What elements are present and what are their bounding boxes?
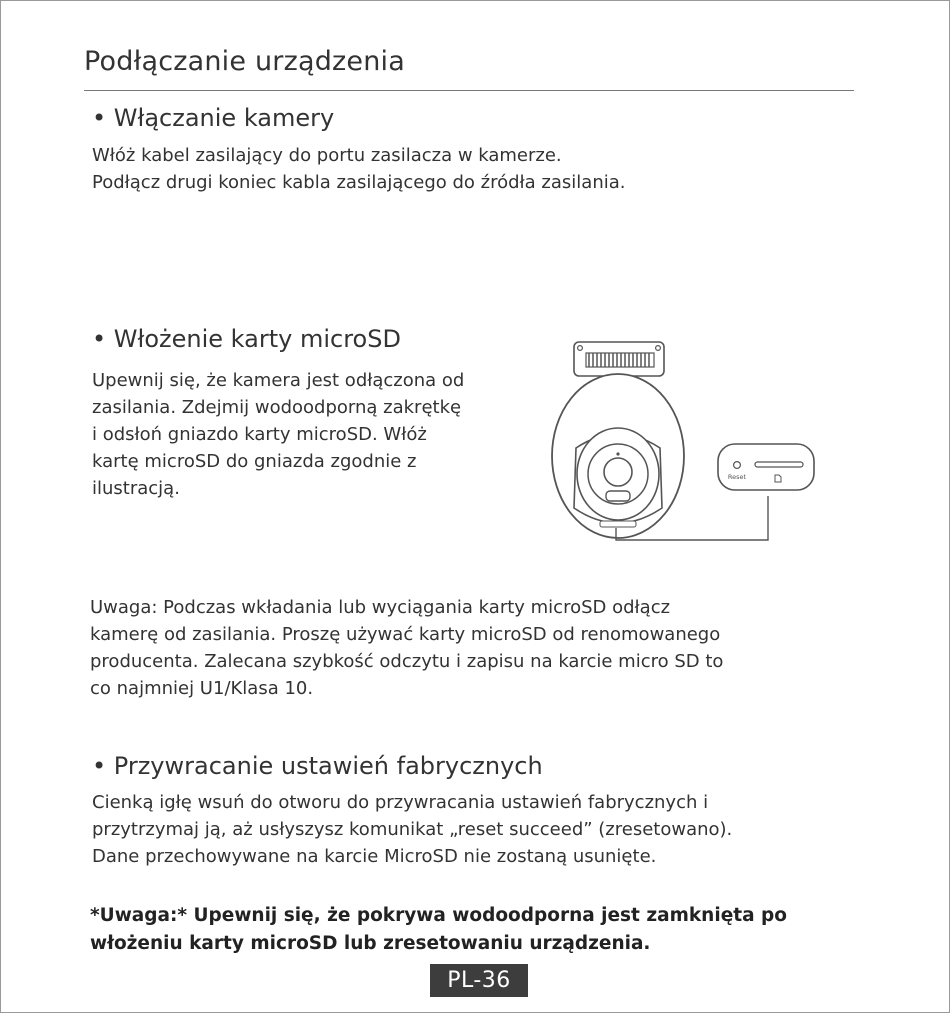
microsd-note	[90, 594, 723, 702]
insert-microsd-text	[92, 367, 464, 502]
text-line: i odsłoń gniazdo karty microSD. Włóż	[92, 424, 427, 445]
text-line: co najmniej U1/Klasa 10.	[90, 678, 314, 699]
text-line: Włóż kabel zasilający do portu zasilacza w kamerze.	[92, 145, 562, 166]
text-line: zasilania. Zdejmij wodoodporną zakrętkę	[92, 397, 462, 418]
text-line: włożeniu karty microSD lub zresetowaniu urządzenia.	[90, 933, 651, 954]
heading-power-on: • Włączanie kamery	[92, 104, 335, 132]
mount-bracket	[574, 342, 664, 376]
text-line: kartę microSD do gniazda zgodnie z	[92, 451, 417, 472]
camera-body	[552, 374, 684, 538]
text-line: producenta. Zalecana szybkość odczytu i zapisu na karcie micro SD to	[90, 651, 724, 672]
sd-slot-panel	[718, 444, 814, 490]
text-line: przytrzymaj ją, aż usłyszysz komunikat „reset succeed” (zresetowano).	[92, 819, 733, 840]
heading-insert-microsd: • Włożenie karty microSD	[92, 325, 401, 353]
text-line: Upewnij się, że kamera jest odłączona od	[92, 370, 465, 391]
text-line: kamerę od zasilania. Proszę używać karty microSD od renomowanego	[90, 624, 721, 645]
page-number: PL-36	[430, 964, 528, 997]
title-divider	[84, 90, 854, 91]
text-line: Podłącz drugi koniec kabla zasilającego do źródła zasilania.	[92, 172, 626, 193]
factory-reset-text	[92, 789, 732, 870]
page-title: Podłączanie urządzenia	[84, 46, 405, 77]
sd-slot	[755, 462, 803, 467]
text-line: ilustracją.	[92, 478, 180, 499]
text-line: Uwaga: Podczas wkładania lub wyciągania karty microSD odłącz	[90, 597, 671, 618]
text-line: Cienką igłę wsuń do otworu do przywracania ustawień fabrycznych i	[92, 792, 709, 813]
camera-sd-slot-illustration	[548, 338, 820, 548]
text-line: Dane przechowywane na karcie MicroSD nie zostaną usunięte.	[92, 846, 657, 867]
reset-label: Reset	[727, 473, 747, 481]
text-line: *Uwaga:* Upewnij się, że pokrywa wodoodporna jest zamknięta po	[90, 905, 787, 926]
waterproof-cover-warning	[90, 902, 787, 958]
power-on-text	[92, 142, 625, 196]
heading-factory-reset: • Przywracanie ustawień fabrycznych	[92, 752, 543, 780]
